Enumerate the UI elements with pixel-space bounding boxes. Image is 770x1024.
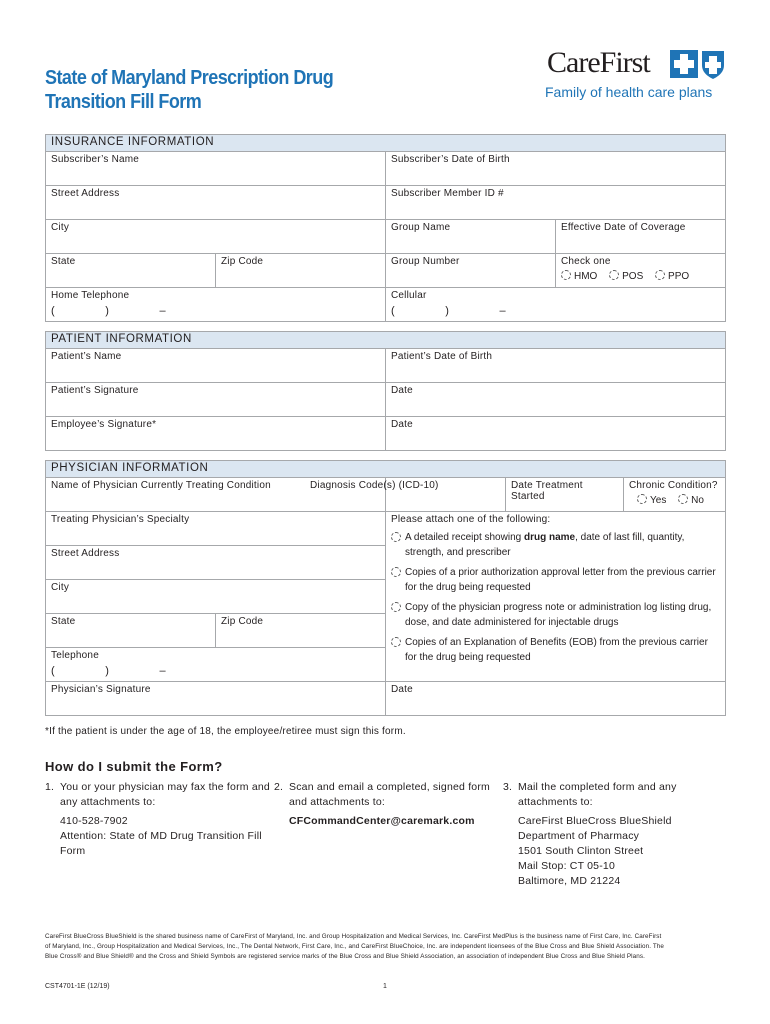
radio-icon bbox=[391, 567, 401, 577]
physician-telephone-field[interactable]: Telephone ( ) – bbox=[46, 648, 386, 682]
physician-zip-field[interactable]: Zip Code bbox=[216, 614, 386, 648]
phone-format: ( ) – bbox=[51, 665, 166, 677]
physician-street-field[interactable]: Street Address bbox=[46, 546, 386, 580]
radio-icon bbox=[391, 637, 401, 647]
specialty-field[interactable]: Treating Physician’s Specialty bbox=[46, 512, 386, 546]
insurance-table bbox=[45, 134, 726, 322]
radio-icon bbox=[391, 602, 401, 612]
email-link[interactable]: CFCommandCenter@caremark.com bbox=[289, 815, 475, 827]
patient-table bbox=[45, 331, 726, 451]
attachment-option-receipt[interactable]: A detailed receipt showing drug name, date of last fill, quantity, strength, and prescriber bbox=[391, 530, 720, 560]
subscriber-street-field[interactable]: Street Address bbox=[46, 186, 386, 220]
phone-format: ( ) – bbox=[391, 305, 506, 317]
employee-signature-date-field[interactable]: Date bbox=[386, 417, 726, 451]
cellular-field[interactable]: Cellular ( ) – bbox=[386, 288, 726, 322]
radio-icon bbox=[561, 270, 571, 280]
plan-hmo-radio[interactable]: HMO bbox=[561, 270, 597, 282]
patient-signature-date-field[interactable]: Date bbox=[386, 383, 726, 417]
chronic-yes-radio[interactable]: Yes bbox=[637, 494, 666, 506]
logo-tagline: Family of health care plans bbox=[545, 84, 713, 100]
phone-format: ( ) – bbox=[51, 305, 166, 317]
plan-ppo-radio[interactable]: PPO bbox=[655, 270, 689, 282]
legal-disclaimer: CareFirst BlueCross BlueShield is the shared business name of CareFirst of Maryland, Inc. and Group Hospitalization and Medical Services, Inc. CareFirst MedPlus is the business name of First Care, Inc. CareFirst of Maryland, Inc., Group Hospitalization and Medical Services, Inc., The Dental Network, First Care, Inc., and CareFirst BlueChoice, Inc. are independent licensees of the Blue Cross and Blue Shield Association. The Blue Cross® and Blue Shield® and the Cross and Shield Symbols are registered service marks of the Blue Cross and Blue Shield Association, an association of independent Blue Cross and Blue Shield Plans. bbox=[45, 933, 664, 960]
submit-option-mail: 3. Mail the completed form and any attachments to: CareFirst BlueCross BlueShield Department of Pharmacy 1501 South Clinton Street Mail Stop: CT 05-10 Baltimore, MD 21224 bbox=[503, 780, 728, 890]
group-number-field[interactable]: Group Number bbox=[386, 254, 556, 288]
attachments-panel: Please attach one of the following: A detailed receipt showing drug name, date of last fill, quantity, strength, and prescriber Copies of a prior authorization approval letter from the previous carrier for the drug being requested Copy of the physician progress note or administration log listing drug, dose, and date administered for injectable drugs Copies of an Explanation of Benefits (EOB) from the previous carrier for the drug being requested bbox=[386, 512, 726, 682]
subscriber-name-field[interactable]: Subscriber’s Name bbox=[46, 152, 386, 186]
physician-signature-date-field[interactable]: Date bbox=[386, 682, 726, 716]
patient-name-field[interactable]: Patient’s Name bbox=[46, 349, 386, 383]
radio-icon bbox=[609, 270, 619, 280]
fax-number: 410-528-7902 bbox=[60, 815, 128, 827]
physician-signature-field[interactable]: Physician’s Signature bbox=[46, 682, 386, 716]
group-name-field[interactable]: Group Name bbox=[386, 220, 556, 254]
physician-table bbox=[45, 460, 726, 716]
patient-dob-field[interactable]: Patient’s Date of Birth bbox=[386, 349, 726, 383]
attachment-option-eob[interactable]: Copies of an Explanation of Benefits (EOB) from the previous carrier for the drug being requested bbox=[391, 635, 720, 665]
radio-icon bbox=[678, 494, 688, 504]
radio-icon bbox=[655, 270, 665, 280]
member-id-field[interactable]: Subscriber Member ID # bbox=[386, 186, 726, 220]
insurance-heading: INSURANCE INFORMATION bbox=[46, 135, 726, 152]
patient-signature-field[interactable]: Patient’s Signature bbox=[46, 383, 386, 417]
submit-option-email: 2. Scan and email a completed, signed form and attachments to: CFCommandCenter@caremark.com bbox=[274, 780, 499, 860]
physician-city-field[interactable]: City bbox=[46, 580, 386, 614]
submit-option-fax: 1. You or your physician may fax the form and any attachments to: 410-528-7902 Attention: State of MD Drug Transition Fill Form bbox=[45, 781, 270, 857]
cross-shield-logo-icon bbox=[667, 48, 727, 80]
employee-signature-field[interactable]: Employee’s Signature* bbox=[46, 417, 386, 451]
age-note: *If the patient is under the age of 18, the employee/retiree must sign this form. bbox=[45, 726, 406, 737]
physician-state-field[interactable]: State bbox=[46, 614, 216, 648]
form-title: State of Maryland Prescription Drug Transition Fill Form bbox=[45, 67, 334, 113]
carefirst-logo: CareFirst bbox=[547, 46, 650, 79]
plan-type-group: Check one HMO POS PPO bbox=[556, 254, 726, 288]
plan-pos-radio[interactable]: POS bbox=[609, 270, 643, 282]
subscriber-state-field[interactable]: State bbox=[46, 254, 216, 288]
subscriber-zip-field[interactable]: Zip Code bbox=[216, 254, 386, 288]
attachment-option-prior-auth[interactable]: Copies of a prior authorization approval letter from the previous carrier for the drug being requested bbox=[391, 565, 720, 595]
home-phone-field[interactable]: Home Telephone ( ) – bbox=[46, 288, 386, 322]
subscriber-dob-field[interactable]: Subscriber’s Date of Birth bbox=[386, 152, 726, 186]
chronic-condition-group: Chronic Condition? Yes No bbox=[624, 478, 726, 512]
effective-date-field[interactable]: Effective Date of Coverage bbox=[556, 220, 726, 254]
physician-name-field[interactable]: Name of Physician Currently Treating Condition bbox=[46, 478, 386, 512]
treatment-start-field[interactable]: Date Treatment Started bbox=[506, 478, 624, 512]
attachment-option-progress-note[interactable]: Copy of the physician progress note or administration log listing drug, dose, and date administered for injectable drugs bbox=[391, 600, 720, 630]
physician-heading: PHYSICIAN INFORMATION bbox=[46, 461, 726, 478]
chronic-no-radio[interactable]: No bbox=[678, 494, 704, 506]
form-code: CST4701-1E (12/19) bbox=[45, 983, 110, 990]
mailing-address: CareFirst BlueCross BlueShield Department of Pharmacy 1501 South Clinton Street Mail Stop: CT 05-10 Baltimore, MD 21224 bbox=[518, 815, 672, 887]
page-number: 1 bbox=[383, 983, 387, 990]
patient-heading: PATIENT INFORMATION bbox=[46, 332, 726, 349]
fax-attention: Attention: State of MD Drug Transition Fill Form bbox=[60, 830, 262, 857]
radio-icon bbox=[391, 532, 401, 542]
diagnosis-code-field[interactable]: Diagnosis Code(s) (ICD-10) bbox=[386, 478, 506, 512]
radio-icon bbox=[637, 494, 647, 504]
subscriber-city-field[interactable]: City bbox=[46, 220, 386, 254]
how-to-submit-heading: How do I submit the Form? bbox=[45, 759, 223, 774]
